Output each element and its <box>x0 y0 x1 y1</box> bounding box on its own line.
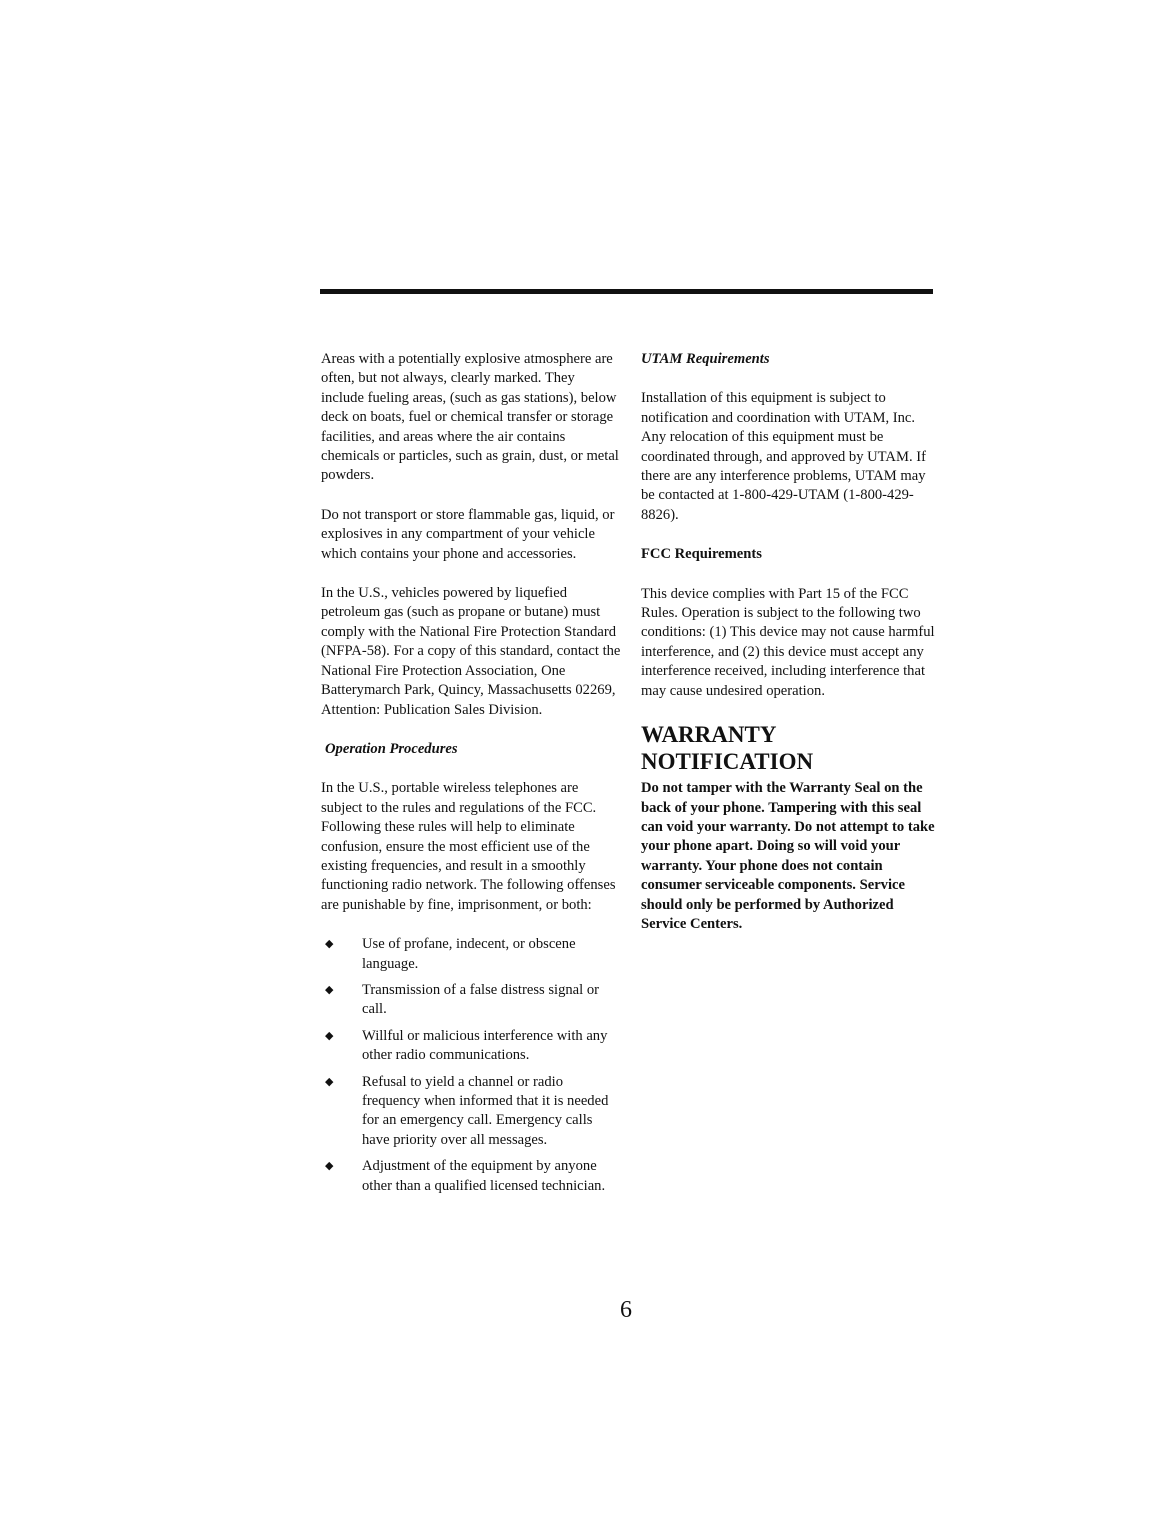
offense-text: Adjustment of the equipment by anyone other than a qualified licensed technician. <box>362 1158 606 1194</box>
list-item <box>321 1157 621 1196</box>
fcc-requirements-heading: FCC Requirements <box>641 546 762 563</box>
right-column <box>641 350 941 934</box>
explosive-atmosphere-paragraph: Areas with a potentially explosive atmosphere are often, but not always, clearly marked. They include fueling areas, (such as gas stations), below deck on boats, fuel or chemical transfer or storage facilities, and areas where the air contains chemicals or particles, such as grain, dust, or metal powders. <box>321 351 619 484</box>
list-item <box>321 1073 621 1151</box>
offense-text: Refusal to yield a channel or radio frequency when informed that it is needed for an emergency call. Emergency calls have priority over all messages. <box>362 1073 609 1148</box>
fcc-requirements-paragraph: This device complies with Part 15 of the FCC Rules. Operation is subject to the following two conditions: (1) This device may not cause harmful interference, and (2) this device must accept any interference received, including interference that may cause undesired operation. <box>641 585 935 699</box>
diamond-bullet-icon: ◆ <box>325 938 334 951</box>
top-rule <box>320 289 933 294</box>
list-item <box>321 1027 621 1066</box>
fcc-rules-paragraph: In the U.S., portable wireless telephones are subject to the rules and regulations of the FCC. Following these rules will help to eliminate confusion, ensure the most efficient use of the existing frequencies, and result in a smoothly functioning radio network. The following offenses are punishable by fine, imprisonment, or both: <box>321 780 616 913</box>
offenses-list <box>321 935 621 1196</box>
operation-procedures-heading: Operation Procedures <box>325 740 458 757</box>
list-item <box>321 935 621 974</box>
diamond-bullet-icon: ◆ <box>325 1160 334 1173</box>
utam-requirements-paragraph: Installation of this equipment is subject to notification and coordination with UTAM, Inc. Any relocation of this equipment must be coordinated through, and approved by UTAM. If there are any interference problems, UTAM may be contacted at 1-800-429-UTAM (1-800-429-8826). <box>641 390 926 523</box>
flammable-transport-paragraph: Do not transport or store flammable gas, liquid, or explosives in any compartment of your vehicle which contains your phone and accessories. <box>321 506 615 562</box>
offense-text: Use of profane, indecent, or obscene language. <box>362 936 576 972</box>
utam-requirements-heading: UTAM Requirements <box>641 351 770 367</box>
diamond-bullet-icon: ◆ <box>325 1029 334 1042</box>
warranty-heading-line2: NOTIFICATION <box>641 749 814 775</box>
diamond-bullet-icon: ◆ <box>325 1075 334 1088</box>
warranty-notification-heading <box>641 721 941 775</box>
offense-text: Willful or malicious interference with any other radio communications. <box>362 1027 608 1064</box>
warranty-heading-line1: WARRANTY <box>641 722 777 748</box>
page-number: 6 <box>620 1297 632 1323</box>
list-item <box>321 981 621 1020</box>
warranty-paragraph: Do not tamper with the Warranty Seal on the back of your phone. Tampering with this seal can void your warranty. Do not attempt to take your phone apart. Doing so will void your warranty. Your phone does not contain consumer serviceable components. Service should only be performed by Authorized Service Centers. <box>641 780 935 932</box>
left-column <box>321 350 621 1203</box>
lpg-vehicles-paragraph: In the U.S., vehicles powered by liquefied petroleum gas (such as propane or butane) must comply with the National Fire Protection Standard (NFPA-58). For a copy of this standard, contact the National Fire Protection Association, One Batterymarch Park, Quincy, Massachusetts 02269, Attention: Publication Sales Division. <box>321 585 621 718</box>
offense-text: Transmission of a false distress signal or call. <box>362 981 599 1018</box>
diamond-bullet-icon: ◆ <box>325 983 334 996</box>
